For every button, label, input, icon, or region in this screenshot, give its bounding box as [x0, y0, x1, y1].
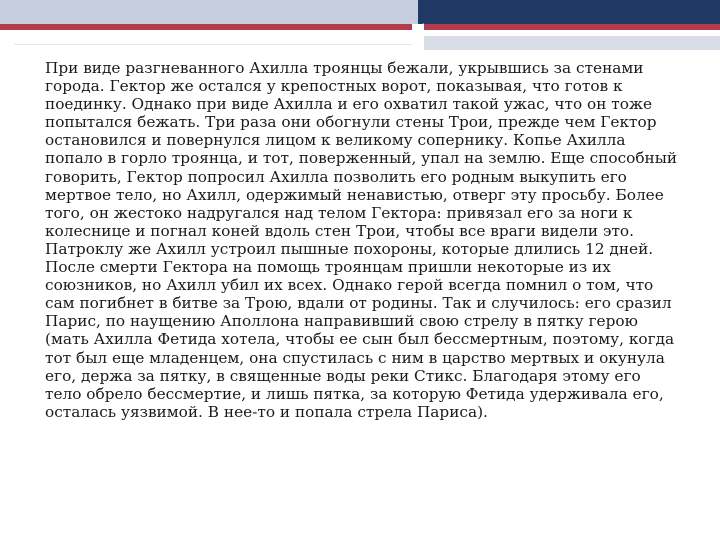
paragraph-hector-death: При виде разгневанного Ахилла троянцы бежали, укрывшись за стенами города. Гектор же остался у крепостных ворот, показывая, что готов к поединку. Однако при виде Ахилла и его охватил такой ужас, что он тоже попытался бежать. Три раза они обогнули стены Трои, прежде чем Гектор остановился и повернулся лицом к великому сопернику. Копье Ахилла попало в горло троянца, и тот, поверженный, упал на землю. Еще способный говорить, Гектор попросил Ахилла позволить его родным выкупить его мертвое тело, но Ахилл, одержимый ненавистью, отверг эту просьбу. Более того, он жестоко надругался над телом Гектора: привязал его за ноги к колеснице и погнал коней вдоль стен Трои, чтобы все враги видели это. Патроклу же Ахилл устроил пышные похороны, которые длились 12 дней.: [45, 59, 678, 258]
accent-stripe-right: [424, 24, 720, 30]
accent-stripe-left: [0, 24, 412, 30]
header-band-navy: [418, 0, 720, 24]
header-band-gray: [0, 0, 418, 24]
chevron-down-icon: [412, 22, 424, 32]
slide-body: [45, 59, 679, 421]
paragraph-achilles-death: После смерти Гектора на помощь троянцам пришли некоторые из их союзников, но Ахилл убил их всех. Однако герой всегда помнил о том, что сам погибнет в битве за Трою, вдали от родины. Так и случилось: его сразил Парис, по наущению Аполлона направивший свою стрелу в пятку герою (мать Ахилла Фетида хотела, чтобы ее сын был бессмертным, поэтому, когда тот был еще младенцем, она спустилась с ним в царство мертвых и окунула его, держа за пятку, в священные воды реки Стикс. Благодаря этому его тело обрело бессмертие, и лишь пятка, за которую Фетида удерживала его, осталась уязвимой. В нее-то и попала стрела Париса).: [45, 258, 675, 421]
header-divider: [14, 44, 412, 45]
header-shadow-band: [424, 36, 720, 50]
